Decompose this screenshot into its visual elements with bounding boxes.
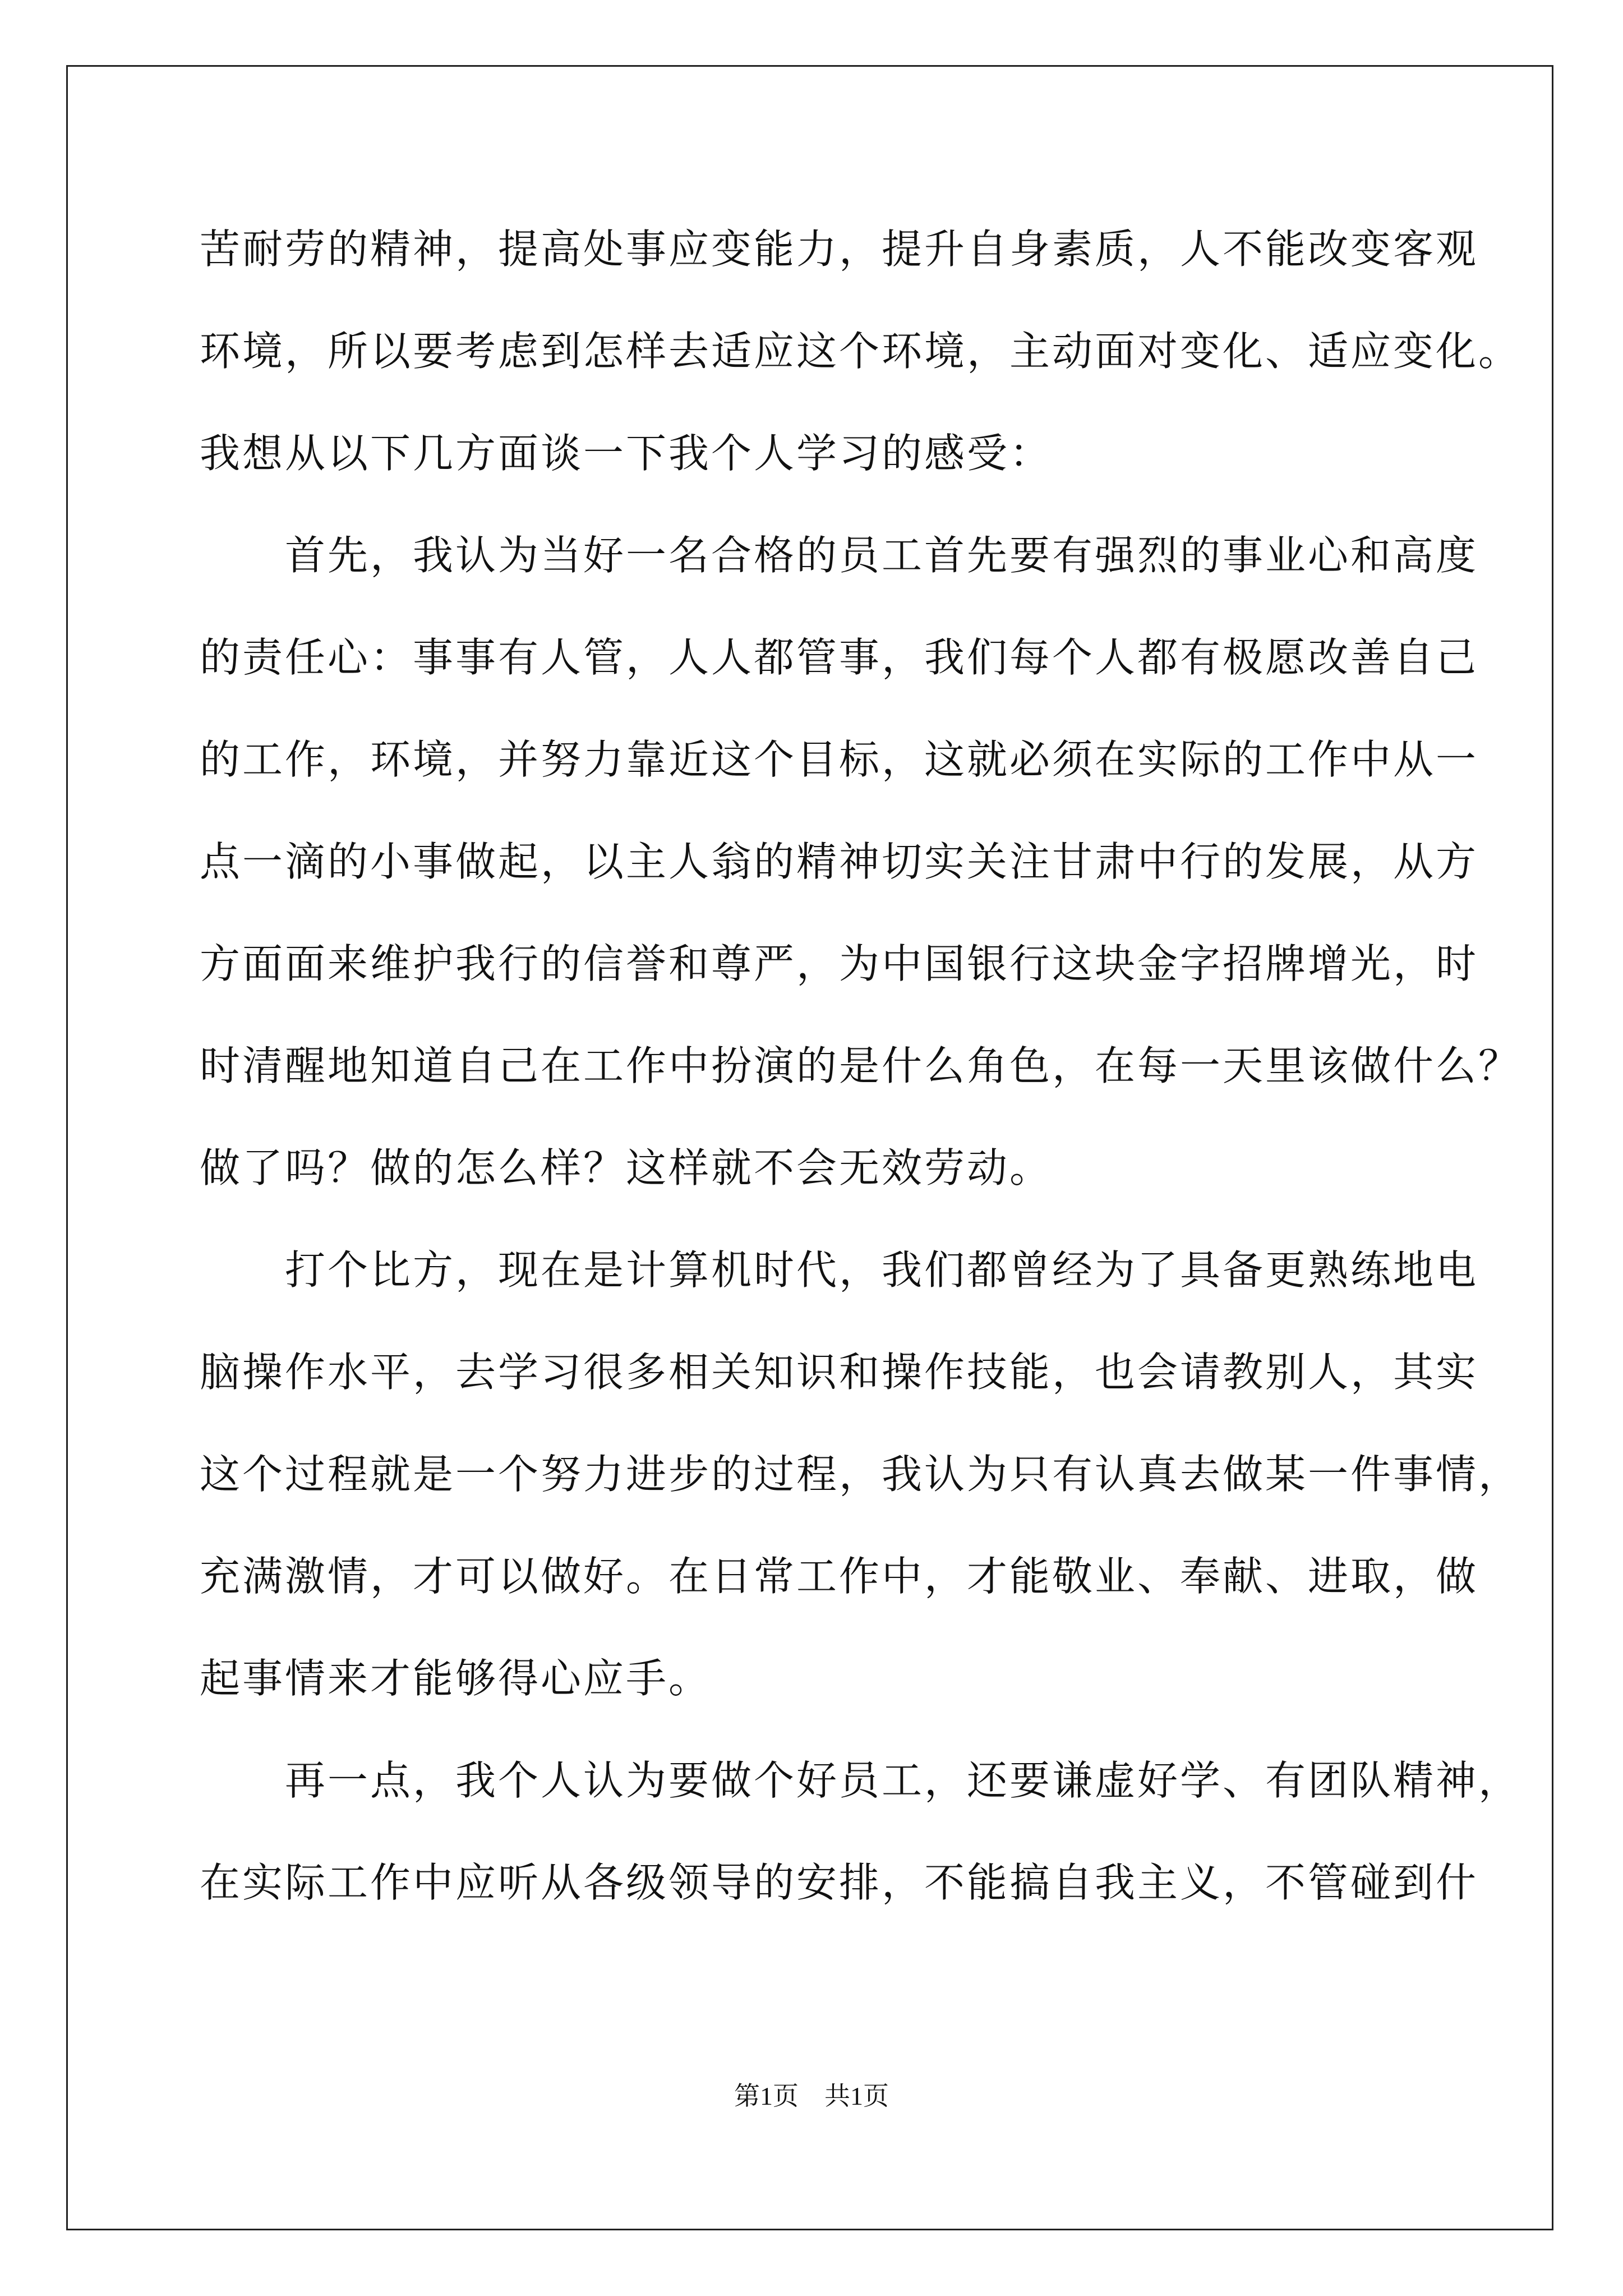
page-footer: 第1页 共1页 [734, 2082, 889, 2110]
text-line-13: 这个过程就是一个努力进步的过程，我认为只有认真去做某一件事情， [200, 1451, 1521, 1498]
text-line-16: 再一点，我个人认为要做个好员工，还要谦虚好学、有团队精神， [200, 1757, 1521, 1804]
text-line-11: 打个比方，现在是计算机时代，我们都曾经为了具备更熟练地电 [200, 1246, 1479, 1294]
text-line-14: 充满激情，才可以做好。在日常工作中，才能敬业、奉献、进取，做 [200, 1553, 1479, 1600]
text-line-9: 时清醒地知道自己在工作中扮演的是什么角色，在每一天里该做什么？ [200, 1042, 1521, 1089]
text-line-15: 起事情来才能够得心应手。 [200, 1655, 712, 1702]
text-line-10: 做了吗？做的怎么样？这样就不会无效劳动。 [200, 1144, 1053, 1191]
text-line-4: 首先，我认为当好一名合格的员工首先要有强烈的事业心和高度 [200, 532, 1479, 579]
text-line-17: 在实际工作中应听从各级领导的安排，不能搞自我主义，不管碰到什 [200, 1859, 1479, 1906]
text-line-3: 我想从以下几方面谈一下我个人学习的感受： [200, 430, 1053, 477]
text-line-5: 的责任心：事事有人管，人人都管事，我们每个人都有极愿改善自己 [200, 634, 1479, 681]
text-line-2: 环境，所以要考虑到怎样去适应这个环境，主动面对变化、适应变化。 [200, 328, 1521, 375]
text-line-8: 方面面来维护我行的信誉和尊严，为中国银行这块金字招牌增光，时 [200, 940, 1479, 987]
document-body [200, 212, 1521, 1948]
text-line-7: 点一滴的小事做起，以主人翁的精神切实关注甘肃中行的发展，从方 [200, 838, 1479, 885]
text-line-1: 苦耐劳的精神，提高处事应变能力，提升自身素质，人不能改变客观 [200, 226, 1479, 273]
text-line-6: 的工作，环境，并努力靠近这个目标，这就必须在实际的工作中从一 [200, 736, 1479, 783]
text-line-12: 脑操作水平，去学习很多相关知识和操作技能，也会请教别人，其实 [200, 1349, 1479, 1396]
